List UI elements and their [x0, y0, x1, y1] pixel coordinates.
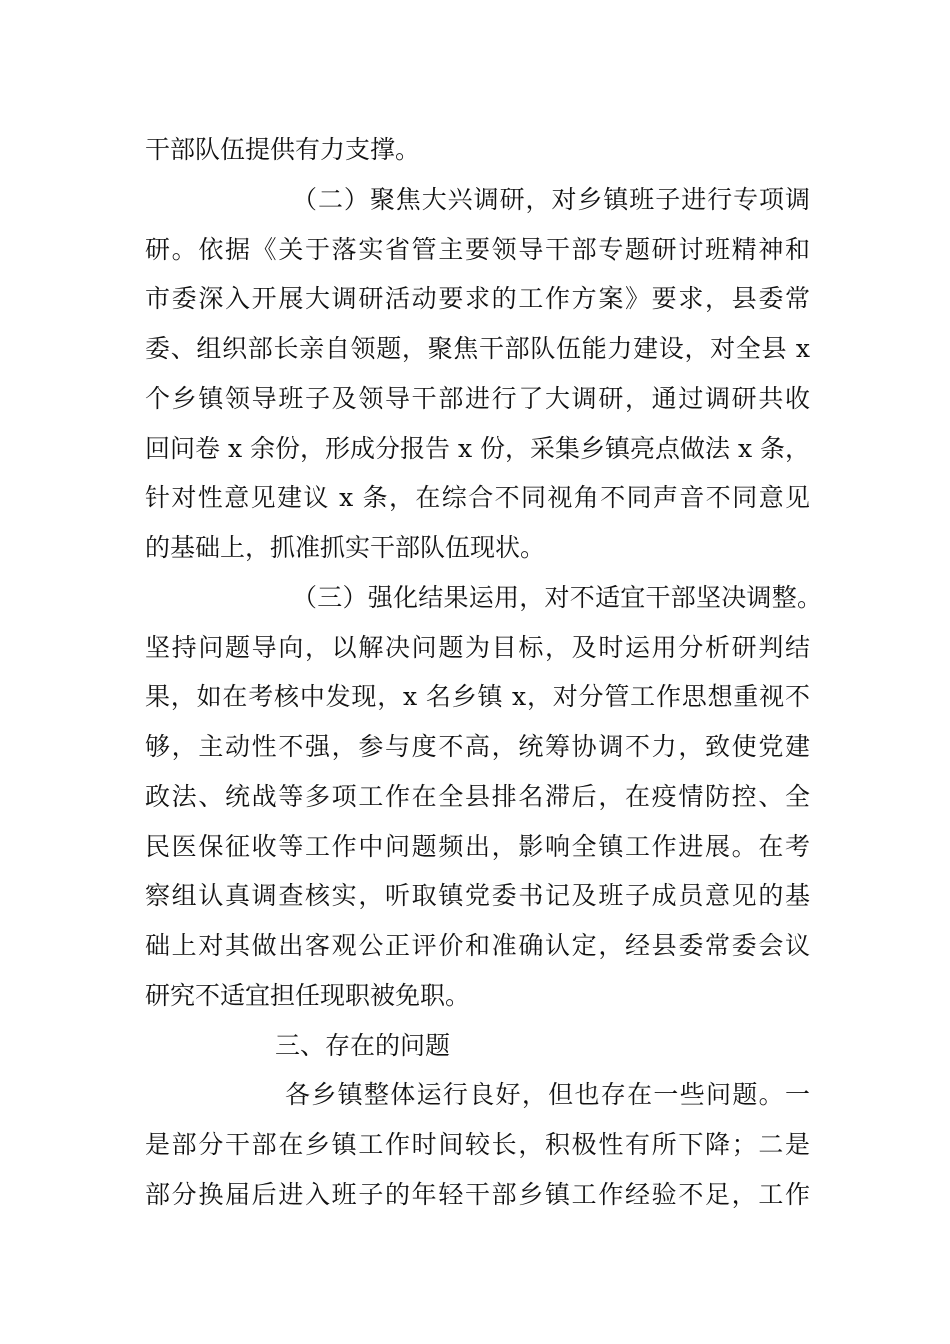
paragraph-line: 民医保征收等工作中问题频出，影响全镇工作进展。在考: [145, 832, 810, 861]
paragraph-line: 干部队伍提供有力支撑。: [145, 135, 421, 164]
section-heading-line: （二）聚焦大兴调研，对乡镇班子进行专项调: [292, 185, 810, 214]
paragraph-line: 政法、统战等多项工作在全县排名滞后，在疫情防控、全: [145, 782, 810, 811]
paragraph-line: 础上对其做出客观公正评价和准确认定，经县委常委会议: [145, 931, 810, 960]
paragraph-line: 研究不适宜担任现职被免职。: [145, 981, 471, 1010]
paragraph-line: 坚持问题导向，以解决问题为目标，及时运用分析研判结: [145, 633, 810, 662]
paragraph-line: 的基础上，抓准抓实干部队伍现状。: [145, 533, 546, 562]
paragraph-line: 各乡镇整体运行良好，但也存在一些问题。一: [285, 1080, 810, 1109]
paragraph-line: 针对性意见建议 x 条，在综合不同视角不同声音不同意见: [145, 483, 810, 512]
paragraph-line: 果，如在考核中发现，x 名乡镇 x，对分管工作思想重视不: [145, 682, 810, 711]
paragraph-line: 委、组织部长亲自领题，聚焦干部队伍能力建设，对全县 x: [145, 334, 810, 363]
paragraph-line: 个乡镇领导班子及领导干部进行了大调研，通过调研共收: [145, 384, 810, 413]
chapter-heading: 三、存在的问题: [275, 1031, 451, 1060]
paragraph-line: 研。依据《关于落实省管主要领导干部专题研讨班精神和: [145, 235, 810, 264]
paragraph-line: 部分换届后进入班子的年轻干部乡镇工作经验不足，工作: [145, 1180, 810, 1209]
paragraph-line: 市委深入开展大调研活动要求的工作方案》要求，县委常: [145, 284, 810, 313]
paragraph-line: 够，主动性不强，参与度不高，统筹协调不力，致使党建: [145, 732, 810, 761]
paragraph-line: 是部分干部在乡镇工作时间较长，积极性有所下降；二是: [145, 1130, 810, 1159]
section-heading-line: （三）强化结果运用，对不适宜干部坚决调整。: [292, 583, 822, 612]
paragraph-line: 回问卷 x 余份，形成分报告 x 份，采集乡镇亮点做法 x 条，: [145, 434, 810, 463]
paragraph-line: 察组认真调查核实，听取镇党委书记及班子成员意见的基: [145, 881, 810, 910]
